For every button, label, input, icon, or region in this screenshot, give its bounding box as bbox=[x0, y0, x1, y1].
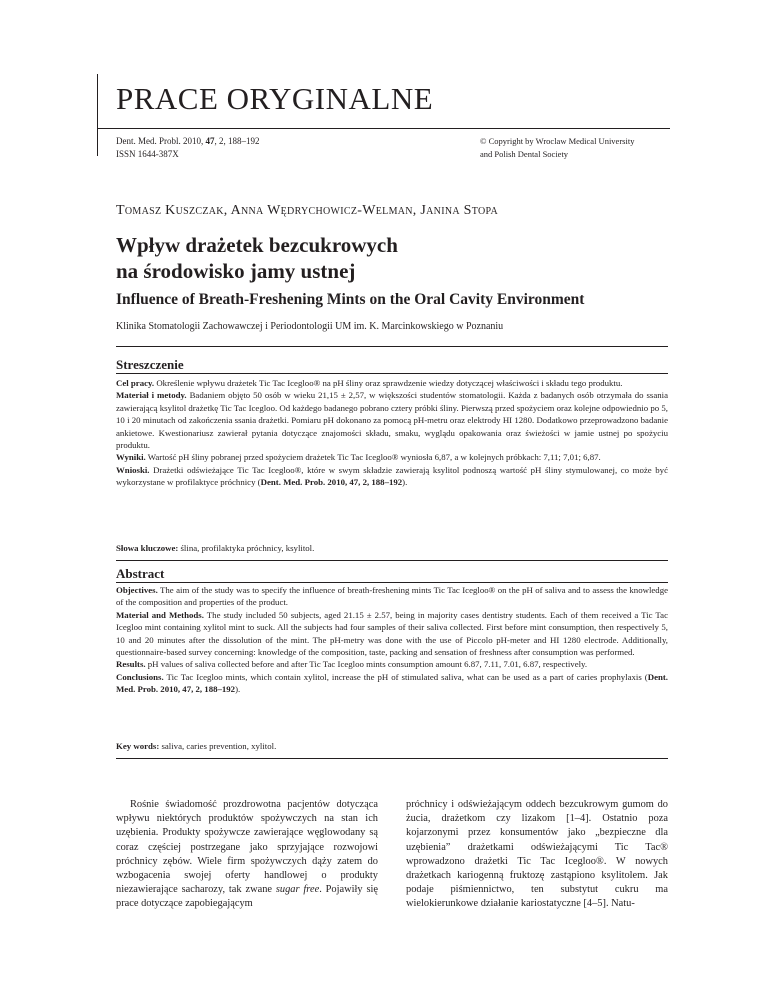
copyright-line-1: © Copyright by Wroclaw Medical University bbox=[480, 136, 635, 146]
citation-block bbox=[116, 135, 260, 161]
divider-bottom bbox=[116, 758, 668, 759]
authors: Tomasz Kuszczak, Anna Wędrychowicz-Welman, Janina Stopa bbox=[116, 203, 498, 218]
body-column-right: próchnicy i odświeżającym oddech bezcukrowym gumom do żucia, drażetkom czy lizakom [1–4]. Ostatnio poza kojarzonymi przez konsumentów jako „bezpieczne dla uzębienia” drażetkami odświeżającymi Tic Tac® wprowadzono drażetki Tic Tac Icegloo®. W nowych drażetkach kariogenną fruktozę zastąpiono ksylitolem. Jak podaje piśmiennictwo, ten substytut cukru ma wielokierunkowe działanie kariostatyczne [4–5]. Natu- bbox=[406, 799, 668, 910]
section-title: PRACE ORYGINALNE bbox=[116, 81, 434, 116]
key-words: Key words: saliva, caries prevention, xylitol. bbox=[116, 741, 277, 751]
streszczenie-heading: Streszczenie bbox=[116, 357, 184, 372]
header-divider bbox=[98, 128, 670, 129]
divider-streszczenie bbox=[116, 373, 668, 374]
issn: ISSN 1644-387X bbox=[116, 149, 179, 159]
abstract-body: Objectives. The aim of the study was to specify the influence of breath-freshening mints Tic Tac Icegloo® on the pH of saliva and to assess the knowledge of the composition and properties of the product. Material and Methods. The study included 50 subjects, aged 21.15 ± 2.57, being in majority cases dentistry students. Each of them received a Tic Tac Icegloo mint containing xylitol mint to suck. All the subjects had four samples of their saliva collected. First before mint consumption, then respectively 5, 10 and 20 minutes after the dissolution of the mint. The pH-metry was done with the use of Piccolo pH-meter and HI 1280 electrode. Additionally, questionnaire-based survey concerning: knowledge of the composition, taste, packing and sensation of freshness after consumption was performed. Results. pH values of saliva collected before and after Tic Tac Icegloo mints consumption amount 6.87, 7.11, 7.01, 6.87, respectively. Conclusions. Tic Tac Icegloo mints, which contain xylitol, increase the pH of stimulated saliva, what can be used as a part of caries prophylaxis (Dent. Med. Prob. 2010, 47, 2, 188–192). bbox=[116, 585, 668, 695]
divider-top bbox=[116, 346, 668, 347]
streszczenie-body: Cel pracy. Określenie wpływu drażetek Tic Tac Icegloo® na pH śliny oraz sprawdzenie wiedzy dotyczącej właściwości i składu tego produktu. Materiał i metody. Badaniem objęto 50 osób w wieku 21,15 ± 2,57, w większości studentów stomatologii. Każda z badanych osób otrzymała do ssania zawierającą ksylitol drażetkę Tic Tac Icegloo. Od każdego badanego pobrano cztery próbki śliny. Pierwszą przed spożyciem oraz kolejne odpowiednio po 5, 10 i 20 minutach od zakończenia ssania drażetki. Pomiaru pH dokonano za pomocą pH-metru oraz elektrody HI 1280. Dodatkowo przeprowadzono badanie ankietowe. Kwestionariusz zawierał pytania dotyczące znajomości składu, smaku, wyglądu opakowania oraz świeżości w jamie ustnej po spożyciu produktu. Wyniki. Wartość pH śliny pobranej przed spożyciem drażetek Tic Tac Icegloo® wyniosła 6,87, a w kolejnych próbkach: 7,11; 7,01; 6,87. Wnioski. Drażetki odświeżające Tic Tac Icegloo®, które w swym składzie zawierają ksylitol podnoszą wartość pH śliny stymulowanej, co może być wykorzystane w profilaktyce próchnicy (Dent. Med. Prob. 2010, 47, 2, 188–192). bbox=[116, 378, 669, 488]
divider-middle bbox=[116, 560, 668, 561]
affiliation: Klinika Stomatologii Zachowawczej i Periodontologii UM im. K. Marcinkowskiego w Poznaniu bbox=[116, 321, 504, 332]
article-title-polish: Wpływ drażetek bezcukrowych na środowisko jamy ustnej bbox=[116, 233, 398, 283]
abstract-heading: Abstract bbox=[116, 566, 165, 581]
citation-line: Dent. Med. Probl. 2010, 47, 2, 188–192 bbox=[116, 136, 260, 146]
divider-abstract bbox=[116, 582, 668, 583]
body-column-left: Rośnie świadomość prozdrowotna pacjentów dotycząca wpływu niektórych produktów spożywczych na stan ich uzębienia. Produkty spożywcze zawierające węglowodany są coraz częściej postrzegane jako sprzyjające rozwojowi próchnicy zębów. Wiele firm spożywczych dąży zatem do wzbogacenia swojej oferty handlowej o produkty niezawierające sacharozy, tak zwane sugar free. Pojawiły się prace dotyczące zapobiegającym bbox=[116, 799, 379, 910]
copyright-line-2: and Polish Dental Society bbox=[480, 149, 569, 159]
article-title-english: Influence of Breath-Freshening Mints on the Oral Cavity Environment bbox=[116, 291, 585, 308]
slowa-kluczowe: Słowa kluczowe: ślina, profilaktyka próchnicy, ksylitol. bbox=[116, 543, 315, 553]
journal-header bbox=[97, 74, 670, 159]
copyright-block bbox=[480, 135, 670, 161]
